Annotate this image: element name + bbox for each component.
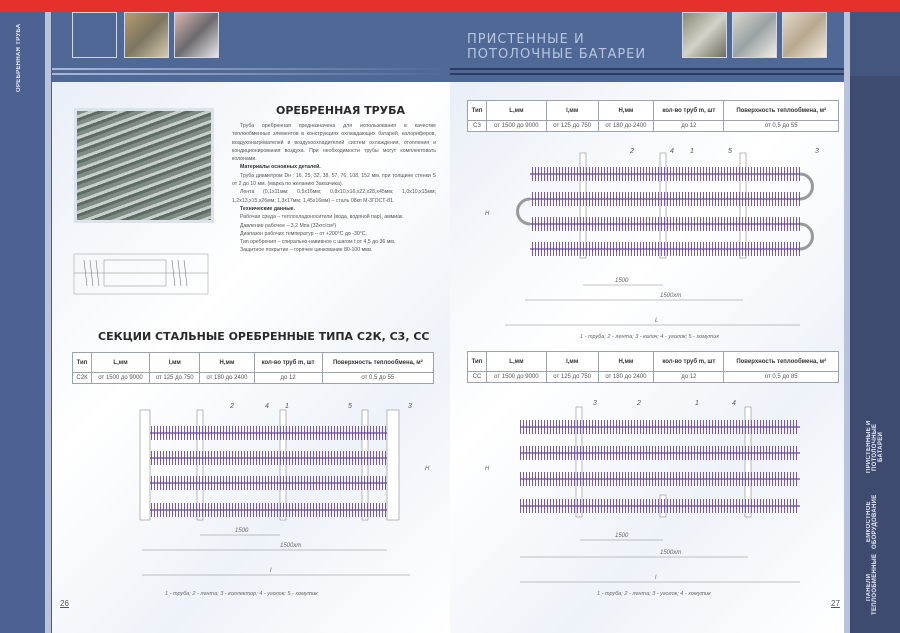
sidebar-link-batteries[interactable]: ПРИСТЕННЫЕ И ПОТОЛОЧНЫЕ БАТАРЕИ (866, 420, 884, 474)
dim-label: l (270, 568, 272, 574)
tech-pressure: Давление рабочее – 3,2 Мпа (32кгс/см²) (240, 222, 337, 229)
page-number-left: 26 (60, 599, 69, 608)
cell: С3 (468, 121, 487, 132)
section-header-title (467, 32, 646, 62)
cell: СС (468, 372, 487, 383)
col-type: Тип (468, 352, 487, 372)
callout: 4 (670, 148, 674, 155)
cell: от 1500 до 9000 (487, 121, 547, 132)
section-title-finned-tube: ОРЕБРЕННАЯ ТРУБА (276, 104, 406, 117)
dim-label: H (485, 466, 490, 472)
cell: от 1500 до 9000 (91, 373, 149, 384)
header-photo (124, 12, 169, 58)
sidebar-link-panels[interactable]: ПАНЕЛИ ТЕПЛООБМЕННЫЕ (866, 553, 878, 615)
dim-label: 1500хm (660, 293, 682, 299)
dim-label: L (655, 318, 659, 324)
col-L: L,мм (487, 101, 547, 121)
cell: от 180 до 2400 (598, 372, 654, 383)
header-photo (732, 12, 777, 58)
tech-fin: Тип оребрения – спирально-навивное с шагом t от 4,5 до 36 мм. (240, 239, 396, 246)
left-sidebar (0, 12, 45, 633)
col-L: L,мм (487, 352, 547, 372)
callout: 1 (285, 403, 289, 410)
col-surface: Поверхность теплообмена, м² (322, 353, 433, 373)
callout: 5 (348, 403, 352, 410)
header-title-line: ПРИСТЕННЫЕ И (467, 32, 585, 47)
col-H: H,мм (598, 101, 654, 121)
cell: до 12 (654, 372, 724, 383)
col-l: l,мм (150, 353, 200, 373)
dim-label: H (485, 211, 490, 217)
cell: от 125 до 750 (150, 373, 200, 384)
callout: 2 (637, 400, 641, 407)
intro-text: Труба оребренная предназначена для использования в качестве теплообменных элементов в конструкциях охлаждающих батарей, калориферов, воздухонагревателей и воздухоохладителей систем охлаждения, отопления и кондиционирования воздуха. При необходимости трубы могут комплектовать колонами. (232, 123, 436, 163)
cell: до 12 (254, 373, 322, 384)
col-type: Тип (73, 353, 92, 373)
cell: от 125 до 750 (546, 121, 598, 132)
header-photo (682, 12, 727, 58)
callout: 4 (732, 400, 736, 407)
header-photo (782, 12, 827, 58)
tech-medium: Рабочая среда – теплохладоносители (вода, водяной пар), аммиак. (240, 214, 404, 221)
header-line (52, 68, 450, 70)
callout: 2 (230, 403, 234, 410)
table-row (468, 372, 839, 383)
col-H: H,мм (598, 352, 654, 372)
col-L: L,мм (91, 353, 149, 373)
header-photo (72, 12, 117, 58)
dim-label: l (655, 575, 657, 581)
col-surface: Поверхность теплообмена, м² (724, 101, 839, 121)
table-row (468, 121, 839, 132)
drawing-cc (480, 395, 830, 585)
col-count: кол-во труб m, шт (654, 352, 724, 372)
callout: 3 (593, 400, 597, 407)
cell: от 0,5 до 85 (724, 372, 839, 383)
sidebar-link-tanks[interactable]: ЕМКОСТНОЕ ОБОРУДОВАНИЕ (866, 494, 878, 550)
spec-table-c2k (72, 352, 434, 384)
header-line (52, 73, 450, 75)
top-red-bar (0, 0, 900, 12)
tech-coating: Защитное покрытие – горячее цинкование 80-100 мкм. (240, 247, 373, 254)
cell: до 12 (654, 121, 724, 132)
right-sidebar (850, 12, 900, 633)
page-number-right: 27 (831, 599, 840, 608)
callout: 4 (265, 403, 269, 410)
tech-temp: Диапазон рабочих температур – от +200°С до -30°С. (240, 230, 367, 237)
col-l: l,мм (546, 101, 598, 121)
dim-label: H (425, 466, 430, 472)
col-count: кол-во труб m, шт (254, 353, 322, 373)
left-sidebar-label: ОРЕБРЕННАЯ ТРУБА (16, 23, 22, 92)
callout: 5 (728, 148, 732, 155)
col-surface: Поверхность теплообмена, м² (724, 352, 839, 372)
col-count: кол-во труб m, шт (654, 101, 724, 121)
dim-label: 1500хm (660, 550, 682, 556)
col-l: l,мм (546, 352, 598, 372)
spec-table-c3 (467, 100, 839, 132)
callout: 3 (408, 403, 412, 410)
materials-pipe: Труба диаметром Dн : 16, 25, 32, 38, 57, 76, 108, 152 мм. при толщине стенки S от 2 до 10 мм. (марка по желанию Заказчика). (232, 172, 436, 188)
table-row (73, 373, 434, 384)
callout: 1 (690, 148, 694, 155)
header-title-line: ПОТОЛОЧНЫЕ БАТАРЕИ (467, 47, 647, 62)
header-line (450, 73, 850, 75)
cell: от 180 до 2400 (200, 373, 254, 384)
dim-label: 1500 (615, 533, 629, 539)
tube-sketch (72, 248, 212, 298)
callout: 1 (695, 400, 699, 407)
col-H: H,мм (200, 353, 254, 373)
caption-cc: 1 - труба; 2 - лента; 3 - уголок; 4 - хомутик (597, 591, 711, 597)
dim-label: 1500 (615, 278, 629, 284)
materials-tape: Лента (0,1х11мм; 0,5х16мм; 0,8х10,х16,х22,х28,х45мм; 1,0х10,х15мм; 1,2х13,х15,х26мм; 1,3х17мм; 1,45х16мм) – сталь 08кп М-3ГОСТ-81. (232, 189, 436, 204)
finned-tube-photo (74, 108, 214, 223)
callout: 3 (815, 148, 819, 155)
left-header (52, 12, 450, 82)
col-type: Тип (468, 101, 487, 121)
section-title-sections: СЕКЦИИ СТАЛЬНЫЕ ОРЕБРЕННЫЕ ТИПА С2К, С3, СС (98, 330, 430, 343)
drawing-c3 (480, 145, 830, 335)
finned-tube-description (232, 122, 436, 255)
dim-label: 1500хm (280, 543, 302, 549)
header-line (450, 68, 850, 70)
spec-table-cc (467, 351, 839, 383)
callout: 2 (630, 148, 634, 155)
cell: от 0,5 до 55 (322, 373, 433, 384)
cell: от 125 до 750 (546, 372, 598, 383)
caption-c2k: 1 - труба; 2 - лента; 3 - коллектор; 4 - уголок; 5 - хомутик (165, 591, 318, 597)
cell: С2К (73, 373, 92, 384)
drawing-c2k (90, 400, 440, 585)
caption-c3: 1 - труба; 2 - лента; 3 - калач; 4 - уголок; 5 - хомутик (580, 334, 719, 340)
tech-heading: Технические данные. (240, 205, 295, 212)
left-strip (45, 12, 51, 633)
dim-label: 1500 (235, 528, 249, 534)
header-photo (174, 12, 219, 58)
cell: от 1500 до 9000 (487, 372, 547, 383)
cell: от 180 до 2400 (598, 121, 654, 132)
materials-heading: Материалы основных деталей. (240, 164, 321, 171)
cell: от 0,5 до 55 (724, 121, 839, 132)
